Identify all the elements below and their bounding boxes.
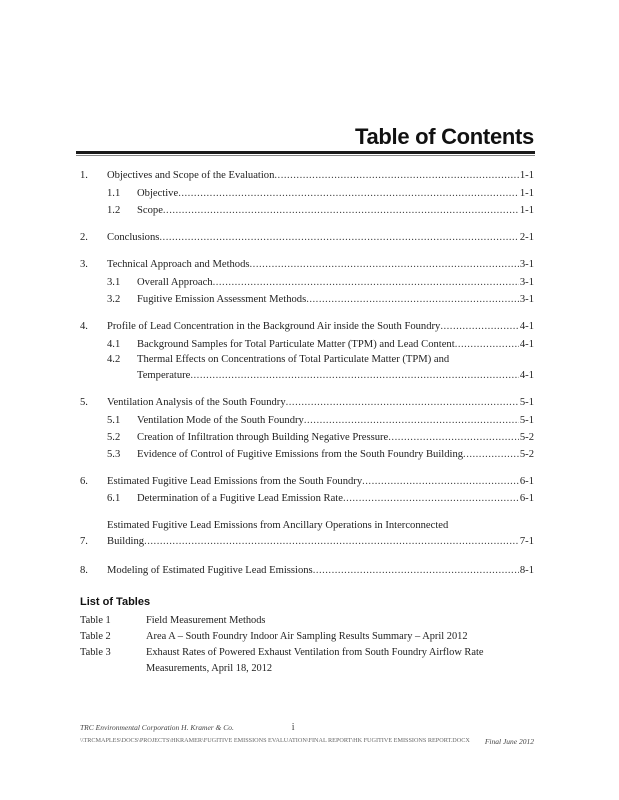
- title-rule: [76, 151, 535, 154]
- dot-leader: [286, 395, 519, 411]
- dot-leader: [313, 563, 519, 579]
- entry-number: 3.1: [107, 277, 121, 288]
- toc-section-entry[interactable]: [0, 474, 534, 490]
- entry-title: Building: [107, 536, 145, 547]
- subsection-title-line1: Thermal Effects on Concentrations of Total Particulate Matter (TPM) and: [137, 354, 450, 365]
- entry-number: 2.: [80, 232, 88, 243]
- table-entry[interactable]: [80, 645, 483, 661]
- toc-section-entry[interactable]: [0, 230, 534, 246]
- entry-title: Technical Approach and Methods: [107, 259, 250, 270]
- table-title: Exhaust Rates of Powered Exhaust Ventilation from South Foundry Airflow Rate: [146, 647, 484, 658]
- dot-leader: [250, 257, 519, 273]
- entry-number: 7.: [80, 536, 88, 547]
- entry-page-number: 7-1: [519, 536, 534, 547]
- dot-leader: [274, 168, 518, 184]
- footer-company-name: TRC Environmental Corporation H. Kramer & Co.: [80, 723, 234, 732]
- entry-number: 4.: [80, 321, 88, 332]
- entry-title: Objective: [137, 188, 179, 199]
- entry-title: Ventilation Analysis of the South Foundry: [107, 397, 286, 408]
- toc-section-entry[interactable]: [0, 257, 534, 273]
- table-number: Table 2: [80, 631, 111, 642]
- entry-title: Creation of Infiltration through Building Negative Pressure: [137, 432, 389, 443]
- toc-subsection-entry[interactable]: [0, 275, 534, 291]
- entry-page-number: 5-2: [519, 449, 534, 460]
- toc-subsection-entry[interactable]: [0, 292, 534, 308]
- entry-title: Scope: [137, 205, 163, 216]
- entry-title: Determination of a Fugitive Lead Emission Rate: [137, 493, 343, 504]
- toc-section-entry[interactable]: [0, 395, 534, 411]
- dot-leader: [304, 413, 519, 429]
- dot-leader: [455, 337, 519, 353]
- dot-leader: [213, 275, 519, 291]
- entry-page-number: 4-1: [519, 370, 534, 381]
- dot-leader: [144, 534, 519, 550]
- toc-subsection-entry[interactable]: [0, 491, 534, 507]
- entry-page-number: 4-1: [519, 339, 534, 350]
- table-title: Field Measurement Methods: [146, 615, 266, 626]
- entry-number: 5.2: [107, 432, 121, 443]
- entry-page-number: 1-1: [519, 205, 534, 216]
- entry-page-number: 4-1: [519, 321, 534, 332]
- table-title-line2: Measurements, April 18, 2012: [146, 663, 273, 674]
- page-title: Table of Contents: [354, 124, 534, 149]
- dot-leader: [178, 186, 519, 202]
- entry-page-number: 5-2: [519, 432, 534, 443]
- entry-number: 1.2: [107, 205, 121, 216]
- table-title: Area A – South Foundry Indoor Air Sampling Results Summary – April 2012: [146, 631, 468, 642]
- entry-number: 3.: [80, 259, 88, 270]
- entry-page-number: 3-1: [519, 294, 534, 305]
- table-entry-continued: [80, 661, 272, 677]
- entry-page-number: 1-1: [519, 170, 534, 181]
- table-number: Table 1: [80, 615, 111, 626]
- dot-leader: [163, 203, 519, 219]
- entry-title: Fugitive Emission Assessment Methods: [137, 294, 307, 305]
- toc-subsection-entry[interactable]: [0, 430, 534, 446]
- entry-page-number: 1-1: [519, 188, 534, 199]
- dot-leader: [440, 319, 519, 335]
- dot-leader: [159, 230, 518, 246]
- entry-page-number: 8-1: [519, 565, 534, 576]
- entry-number: 5.: [80, 397, 88, 408]
- entry-number: 1.1: [107, 188, 121, 199]
- entry-title: Estimated Fugitive Lead Emissions from the South Foundry: [107, 476, 363, 487]
- entry-title: Conclusions: [107, 232, 160, 243]
- toc-section-entry[interactable]: [0, 563, 534, 579]
- footer-file-path: \\TRCMAPLES\DOCS\PROJECTS\HKRAMER\FUGITIVE EMISSIONS EVALUATION\FINAL REPORT\HK FUGITIVE EMISSIONS REPORT.DOCX: [80, 737, 470, 744]
- dot-leader: [190, 368, 519, 384]
- entry-number: 8.: [80, 565, 88, 576]
- toc-subsection-entry[interactable]: [0, 447, 534, 463]
- entry-page-number: 2-1: [519, 232, 534, 243]
- dot-leader: [388, 430, 519, 446]
- toc-subsection-entry[interactable]: [0, 186, 534, 202]
- entry-number: 1.: [80, 170, 88, 181]
- entry-page-number: 5-1: [519, 397, 534, 408]
- entry-title: Overall Approach: [137, 277, 213, 288]
- dot-leader: [306, 292, 519, 308]
- toc-subsection-entry[interactable]: [0, 413, 534, 429]
- section-title-line1: Estimated Fugitive Lead Emissions from Ancillary Operations in Interconnected: [107, 520, 449, 531]
- dot-leader: [362, 474, 519, 490]
- entry-page-number: 6-1: [519, 493, 534, 504]
- entry-number: 3.2: [107, 294, 121, 305]
- footer-status: Final June 2012: [484, 737, 534, 744]
- entry-page-number: 5-1: [519, 415, 534, 426]
- toc-section-entry[interactable]: [0, 319, 534, 335]
- title-rule-thin: [76, 155, 535, 156]
- entry-number: 5.1: [107, 415, 121, 426]
- toc-subsection-entry[interactable]: [0, 368, 534, 384]
- entry-number: 5.3: [107, 449, 121, 460]
- entry-number: 4.1: [107, 339, 121, 350]
- toc-section-entry[interactable]: [0, 168, 534, 184]
- entry-title: Ventilation Mode of the South Foundry: [137, 415, 304, 426]
- entry-page-number: 3-1: [519, 259, 534, 270]
- entry-page-number: 3-1: [519, 277, 534, 288]
- toc-subsection-entry[interactable]: [0, 203, 534, 219]
- entry-title: Profile of Lead Concentration in the Background Air inside the South Foundry: [107, 321, 441, 332]
- table-number: Table 3: [80, 647, 111, 658]
- entry-title: Evidence of Control of Fugitive Emissions from the South Foundry Building: [137, 449, 464, 460]
- footer-company: [80, 722, 295, 733]
- footer-page-number: i: [291, 722, 295, 733]
- entry-number: 6.1: [107, 493, 121, 504]
- entry-title: Background Samples for Total Particulate Matter (TPM) and Lead Content: [137, 339, 455, 350]
- entry-title: Objectives and Scope of the Evaluation: [107, 170, 275, 181]
- table-entry[interactable]: [80, 629, 468, 645]
- entry-title: Modeling of Estimated Fugitive Lead Emissions: [107, 565, 313, 576]
- dot-leader: [343, 491, 519, 507]
- toc-section-entry[interactable]: [0, 534, 534, 550]
- entry-number: 4.2: [107, 354, 121, 365]
- entry-number: 6.: [80, 476, 88, 487]
- table-entry[interactable]: [80, 613, 265, 629]
- entry-page-number: 6-1: [519, 476, 534, 487]
- footer-path: [80, 737, 534, 744]
- entry-title: Temperature: [137, 370, 191, 381]
- dot-leader: [463, 447, 519, 463]
- list-of-tables-heading: List of Tables: [80, 596, 151, 608]
- toc-subsection-entry[interactable]: [0, 337, 534, 353]
